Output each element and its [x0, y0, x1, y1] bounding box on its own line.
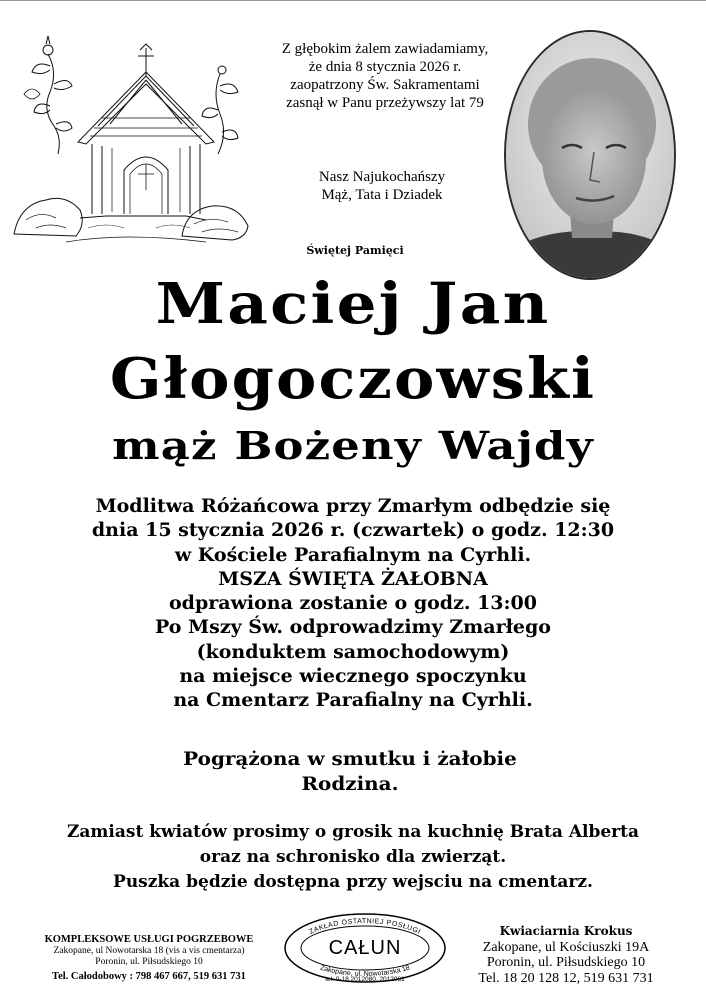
note-line: Puszka będzie dostępna przy wejsciu na cmentarz. — [113, 872, 593, 892]
florist-address: Zakopane, ul Kościuszki 19A — [482, 939, 650, 955]
logo-arc-bottom: Zakopane, ul. Nowotarska 18 — [319, 964, 411, 978]
announcement-line: zaopatrzony Św. Sakramentami — [290, 77, 480, 93]
announcement-line: że dnia 8 stycznia 2026 r. — [308, 59, 462, 75]
relation-line: Mąż, Tata i Dziadek — [321, 187, 443, 203]
grief-line: Rodzina. — [301, 773, 399, 795]
ceremony-line: (konduktem samochodowym) — [196, 640, 510, 663]
memory-label: Świętej Pamięci — [306, 244, 404, 257]
spouse-line: mąż Bożeny Wajdy — [112, 423, 594, 468]
florist-address: Poronin, ul. Piłsudskiego 10 — [486, 955, 646, 970]
logo-name: CAŁUN — [328, 937, 402, 959]
funeral-services-address: Poronin, ul. Piłsudskiego 10 — [95, 957, 203, 967]
funeral-services-info — [16, 934, 282, 982]
logo-phone: tel. 0-18 2012080, 2012081 — [325, 976, 405, 983]
announcement-line: zasnął w Panu przeżywszy lat 79 — [286, 95, 484, 111]
florist-heading: Kwiaciarnia Krokus — [499, 924, 633, 938]
deceased-first-names: Maciej Jan — [155, 271, 551, 337]
top-border — [0, 0, 706, 1]
grief-signature — [25, 747, 676, 797]
florist-info — [446, 924, 686, 986]
relation-line: Nasz Najukochańszy — [318, 169, 446, 185]
ceremony-line: na miejsce wiecznego spoczynku — [179, 665, 527, 688]
donation-note — [20, 820, 686, 895]
ceremony-line: w Kościele Parafialnym na Cyrhli. — [174, 543, 532, 566]
ceremony-line: Po Mszy Św. odprowadzimy Zmarłego — [155, 616, 551, 639]
announcement-line: Z głębokim żalem zawiadamiamy, — [281, 41, 489, 57]
grief-line: Pogrążona w smutku i żałobie — [183, 748, 517, 770]
florist-phone: Tel. 18 20 128 12, 519 631 731 — [478, 970, 654, 986]
deceased-surname: Głogoczowski — [109, 346, 597, 412]
relation-text — [292, 168, 472, 204]
ceremony-line: MSZA ŚWIĘTA ŻAŁOBNA — [218, 567, 488, 590]
ceremony-line: dnia 15 stycznia 2026 r. (czwartek) o godz. 12:30 — [91, 519, 615, 542]
calun-logo — [282, 908, 448, 984]
ceremony-line: na Cmentarz Parafialny na Cyrhli. — [173, 689, 533, 712]
funeral-services-phone: Tel. Całodobowy : 798 467 667, 519 631 731 — [52, 970, 246, 982]
ceremony-details — [20, 494, 686, 713]
ceremony-line: odprawiona zostanie o godz. 13:00 — [169, 592, 537, 615]
logo-arc-top: ZAKŁAD OSTATNIEJ POSŁUGI — [308, 918, 422, 936]
funeral-services-address: Zakopane, ul Nowotarska 18 (vis a vis cmentarza) — [53, 945, 245, 956]
note-line: oraz na schronisko dla zwierząt. — [199, 847, 507, 867]
chapel-illustration — [6, 14, 256, 246]
portrait-photo — [504, 30, 676, 280]
announcement-text — [262, 40, 508, 112]
note-line: Zamiast kwiatów prosimy o grosik na kuchnię Brata Alberta — [66, 822, 639, 842]
funeral-services-heading: KOMPLEKSOWE USŁUGI POGRZEBOWE — [44, 934, 254, 945]
ceremony-line: Modlitwa Różańcowa przy Zmarłym odbędzie się — [95, 495, 611, 517]
